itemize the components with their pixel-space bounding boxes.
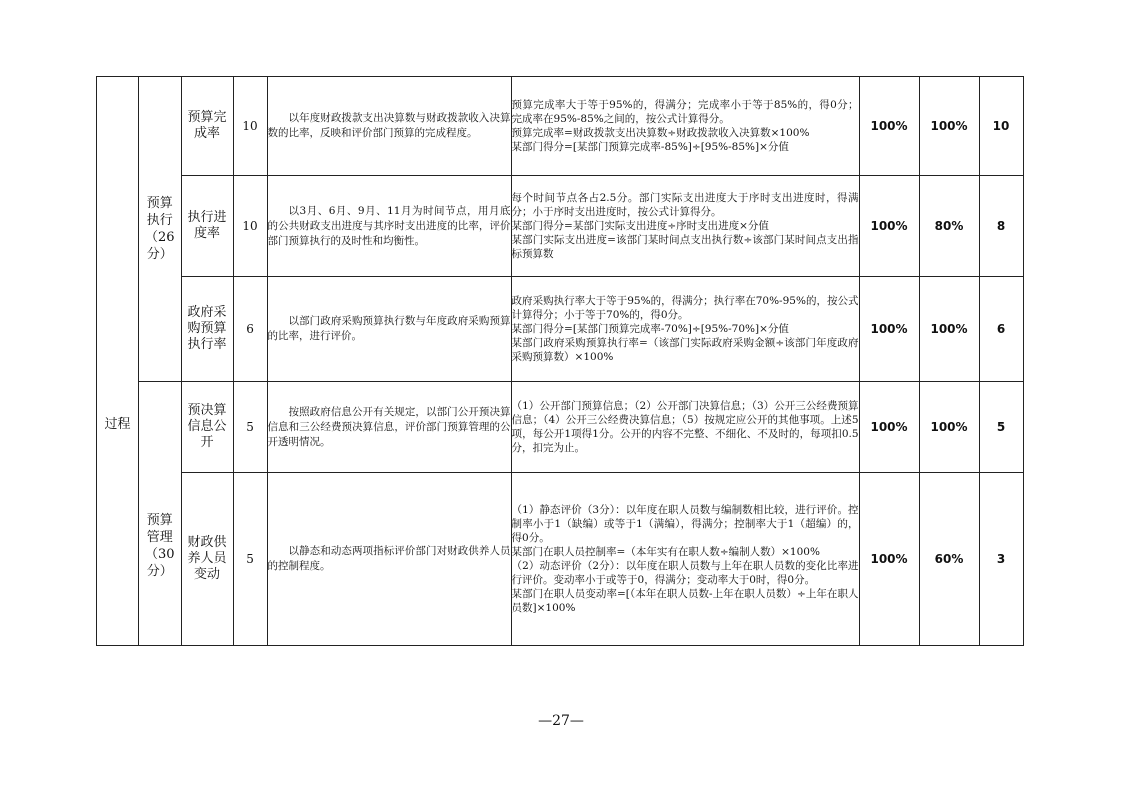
weight-cell: 5 [233, 473, 267, 646]
points-cell: 5 [979, 382, 1023, 473]
level2-cell-mgmt [139, 382, 182, 646]
target-cell: 100% [859, 473, 919, 646]
rule-cell: （1）公开部门预算信息；（2）公开部门决算信息；（3）公开三公经费预算信息；（4）公开三公经费决算信息；（5）按规定应公开的其他事项。上述5项，每公开1项得1分。公开的内容不完整、不细化、不及时的，每项扣0.5分，扣完为止。 [511, 382, 859, 473]
points-cell: 3 [979, 473, 1023, 646]
points-cell: 8 [979, 176, 1023, 277]
table-row [97, 176, 1024, 277]
description-cell: 以3月、6月、9月、11月为时间节点，用月底的公共财政支出进度与其序时支出进度的比率，评价部门预算执行的及时性和均衡性。 [267, 176, 511, 277]
target-cell: 100% [859, 382, 919, 473]
target-cell: 100% [859, 277, 919, 382]
indicator-label: 执行进度率 [181, 176, 233, 277]
points-cell: 6 [979, 277, 1023, 382]
indicator-label: 预决算信息公开 [181, 382, 233, 473]
weight-cell: 10 [233, 77, 267, 176]
rule-cell: 预算完成率大于等于95%的，得满分；完成率小于等于85%的，得0分；完成率在95%-85%之间的，按公式计算得分。 预算完成率=财政拨款支出决算数÷财政拨款收入决算数×100% 某部门得分=[某部门预算完成率-85%]÷[95%-85%]×分值 [511, 77, 859, 176]
page-number: —27— [538, 713, 584, 729]
level1-cell [97, 77, 139, 646]
points-cell: 10 [979, 77, 1023, 176]
target-cell: 100% [859, 77, 919, 176]
weight-cell: 5 [233, 382, 267, 473]
table-row [97, 77, 1024, 176]
description-cell: 以年度财政拨款支出决算数与财政拨款收入决算数的比率，反映和评价部门预算的完成程度。 [267, 77, 511, 176]
actual-cell: 100% [919, 382, 979, 473]
description-cell: 以部门政府采购预算执行数与年度政府采购预算的比率，进行评价。 [267, 277, 511, 382]
indicator-label: 财政供养人员变动 [181, 473, 233, 646]
table-row [97, 277, 1024, 382]
description-cell: 按照政府信息公开有关规定，以部门公开预决算信息和三公经费预决算信息，评价部门预算管理的公开透明情况。 [267, 382, 511, 473]
indicator-label: 预算完成率 [181, 77, 233, 176]
level1-label: 过程 [104, 416, 131, 432]
weight-cell: 6 [233, 277, 267, 382]
actual-cell: 60% [919, 473, 979, 646]
weight-cell: 10 [233, 176, 267, 277]
rule-cell: 每个时间节点各占2.5分。部门实际支出进度大于序时支出进度时，得满分；小于序时支出进度时，按公式计算得分。 某部门得分=某部门实际支出进度÷序时支出进度×分值 某部门实际支出进度=该部门某时间点支出执行数÷该部门某时间点支出指标预算数 [511, 176, 859, 277]
table-row [97, 473, 1024, 646]
description-cell: 以静态和动态两项指标评价部门对财政供养人员的控制程度。 [267, 473, 511, 646]
level2-cell-exec [139, 77, 182, 382]
target-cell: 100% [859, 176, 919, 277]
actual-cell: 100% [919, 277, 979, 382]
level2-label: 预算执行（26分） [145, 196, 175, 262]
actual-cell: 80% [919, 176, 979, 277]
rule-cell: （1）静态评价（3分）：以年度在职人员数与编制数相比较，进行评价。控制率小于1（缺编）或等于1（满编），得满分；控制率大于1（超编）的，得0分。 某部门在职人员控制率=（本年实有在职人数÷编制人数）×100% （2）动态评价（2分）：以年度在职人员数与上年在职人员数的变化比率进行评价。变动率小于或等于0，得满分；变动率大于0时，得0分。 某部门在职人员变动率=[（本年在职人员数-上年在职人员数）÷上年在职人员数]×100% [511, 473, 859, 646]
rule-cell: 政府采购执行率大于等于95%的，得满分；执行率在70%-95%的，按公式计算得分；小于等于70%的，得0分。 某部门得分=[某部门预算完成率-70%]÷[95%-70%]×分值 某部门政府采购预算执行率=（该部门实际政府采购金额÷该部门年度政府采购预算数）×100% [511, 277, 859, 382]
actual-cell: 100% [919, 77, 979, 176]
evaluation-table [96, 76, 1024, 646]
indicator-label: 政府采购预算执行率 [181, 277, 233, 382]
level2-label: 预算管理（30分） [145, 512, 175, 579]
table-row [97, 382, 1024, 473]
